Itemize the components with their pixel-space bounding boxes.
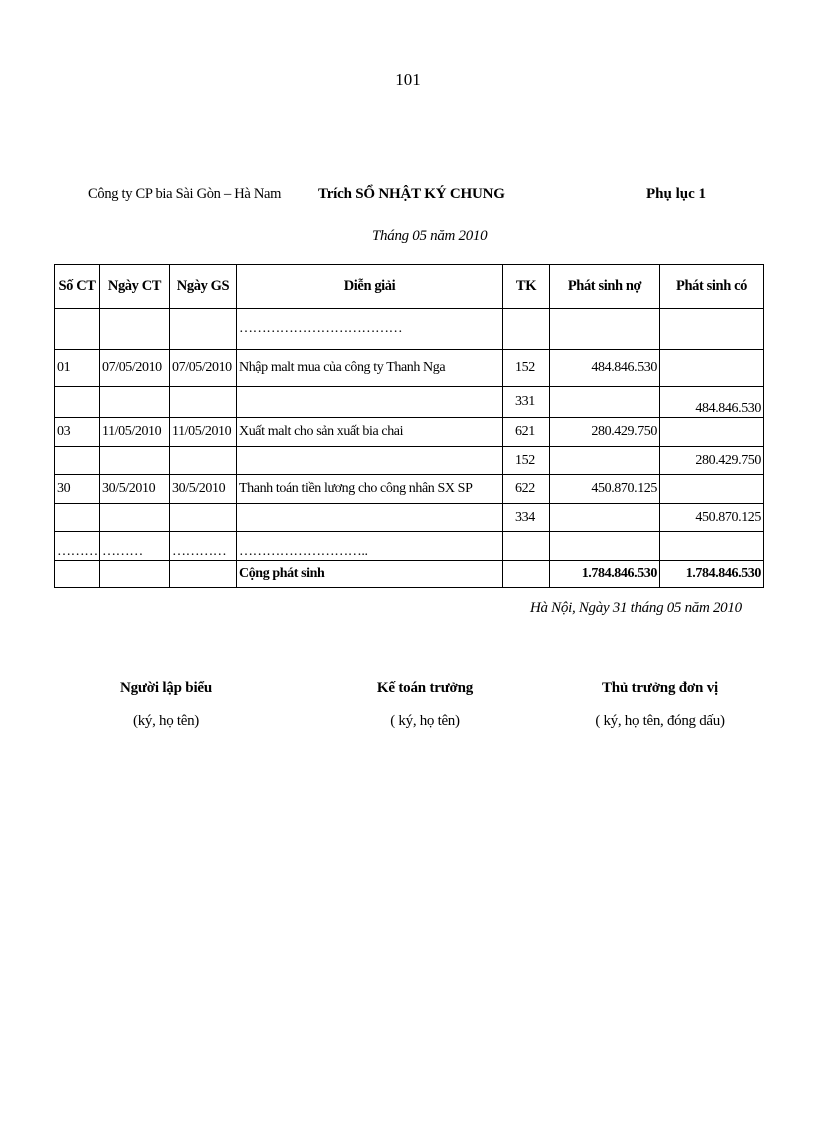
- signature-preparer: [96, 680, 236, 730]
- signature-chief-accountant: [350, 680, 500, 730]
- table-cell: [550, 387, 660, 418]
- place-date: Hà Nội, Ngày 31 tháng 05 năm 2010: [530, 600, 742, 616]
- table-cell: 484.846.530: [660, 387, 764, 418]
- table-cell: [550, 504, 660, 532]
- table-cell: [503, 309, 550, 350]
- table-cell: [503, 561, 550, 588]
- column-header: TK: [503, 265, 550, 309]
- table-cell: [170, 309, 237, 350]
- table-row: [55, 350, 764, 387]
- table-cell: [550, 447, 660, 475]
- table-cell: ………: [55, 532, 100, 561]
- signature-title: Kế toán trưởng: [376, 680, 474, 696]
- table-cell: 622: [503, 475, 550, 504]
- table-cell: 280.429.750: [550, 418, 660, 447]
- table-row: [55, 532, 764, 561]
- table-cell: 07/05/2010: [100, 350, 170, 387]
- document-title: Trích SỔ NHẬT KÝ CHUNG: [318, 186, 505, 202]
- appendix-label: Phụ lục 1: [646, 186, 707, 202]
- table-cell: [100, 309, 170, 350]
- table-cell: 280.429.750: [660, 447, 764, 475]
- table-cell: [660, 532, 764, 561]
- column-header: Phát sinh nợ: [550, 265, 660, 309]
- table-row: [55, 309, 764, 350]
- total-debit: 1.784.846.530: [550, 561, 660, 588]
- signature-director: [570, 680, 750, 730]
- total-credit: 1.784.846.530: [660, 561, 764, 588]
- table-cell: [237, 447, 503, 475]
- table-cell: [550, 309, 660, 350]
- column-header: Số CT: [55, 265, 100, 309]
- table-cell: [170, 561, 237, 588]
- table-cell: 331: [503, 387, 550, 418]
- table-cell: [660, 475, 764, 504]
- table-cell: 01: [55, 350, 100, 387]
- table-cell: 11/05/2010: [170, 418, 237, 447]
- company-name: Công ty CP bia Sài Gòn – Hà Nam: [88, 186, 282, 202]
- table-cell: …………: [170, 532, 237, 561]
- table-cell: [660, 350, 764, 387]
- table-header-row: [55, 265, 764, 309]
- table-cell: 621: [503, 418, 550, 447]
- column-header: Phát sinh có: [660, 265, 764, 309]
- table-cell: 484.846.530: [550, 350, 660, 387]
- column-header: Ngày CT: [100, 265, 170, 309]
- table-cell: [55, 561, 100, 588]
- table-row: [55, 418, 764, 447]
- table-cell: [170, 447, 237, 475]
- table-cell: 30: [55, 475, 100, 504]
- total-label: Cộng phát sinh: [237, 561, 503, 588]
- table-cell: 450.870.125: [660, 504, 764, 532]
- signature-note: (ký, họ tên): [133, 713, 199, 729]
- table-cell: 334: [503, 504, 550, 532]
- table-cell: [55, 387, 100, 418]
- signature-note: ( ký, họ tên, đóng dấu): [595, 713, 725, 729]
- table-cell: [100, 561, 170, 588]
- table-cell: [503, 532, 550, 561]
- total-row: [55, 561, 764, 588]
- table-cell: [660, 309, 764, 350]
- table-cell: [170, 504, 237, 532]
- table-cell: [660, 418, 764, 447]
- table-cell: [100, 504, 170, 532]
- table-cell: ………………………..: [237, 532, 503, 561]
- signature-title: Người lập biểu: [119, 680, 213, 696]
- table-cell: [237, 504, 503, 532]
- table-row: [55, 447, 764, 475]
- table-cell: [55, 447, 100, 475]
- table-cell: [550, 532, 660, 561]
- column-header: Diễn giải: [237, 265, 503, 309]
- table-cell: 152: [503, 447, 550, 475]
- table-cell: [100, 447, 170, 475]
- table-cell: Nhập malt mua của công ty Thanh Nga: [237, 350, 503, 387]
- table-cell: Xuất malt cho sản xuất bia chai: [237, 418, 503, 447]
- table-row: [55, 475, 764, 504]
- table-cell: [100, 387, 170, 418]
- table-cell: [170, 387, 237, 418]
- signature-note: ( ký, họ tên): [390, 713, 460, 729]
- table-cell: [55, 504, 100, 532]
- table-row: [55, 387, 764, 418]
- page-number: 101: [395, 70, 421, 89]
- table-cell: 152: [503, 350, 550, 387]
- table-cell: [237, 387, 503, 418]
- table-cell: 30/5/2010: [170, 475, 237, 504]
- table-row: [55, 504, 764, 532]
- table-cell: ………………………………: [237, 309, 503, 350]
- table-cell: 11/05/2010: [100, 418, 170, 447]
- table-cell: [55, 309, 100, 350]
- journal-table: [54, 264, 764, 588]
- table-cell: Thanh toán tiền lương cho công nhân SX SP: [237, 475, 503, 504]
- period-label: Tháng 05 năm 2010: [372, 228, 488, 244]
- signature-title: Thủ trưởng đơn vị: [602, 680, 718, 696]
- table-cell: 03: [55, 418, 100, 447]
- table-cell: ………: [100, 532, 170, 561]
- table-cell: 450.870.125: [550, 475, 660, 504]
- table-cell: 30/5/2010: [100, 475, 170, 504]
- table-cell: 07/05/2010: [170, 350, 237, 387]
- column-header: Ngày GS: [170, 265, 237, 309]
